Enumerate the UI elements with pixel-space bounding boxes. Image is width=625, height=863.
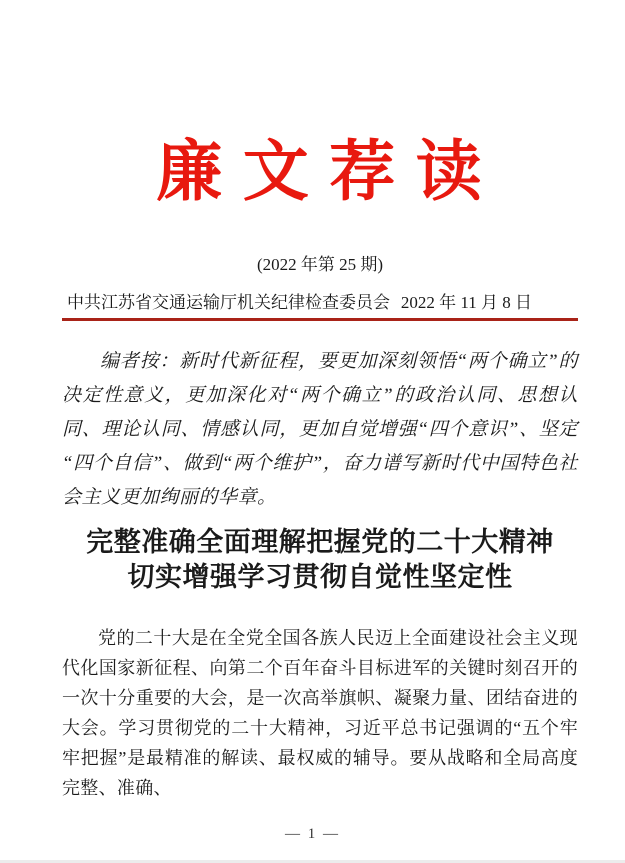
article-title-line-2: 切实增强学习贯彻自觉性坚定性 <box>127 562 513 592</box>
masthead-info-row <box>62 291 578 314</box>
masthead-title: 廉 文 荐 读 <box>156 136 484 209</box>
article-body-paragraph: 党的二十大是在全党全国各族人民迈上全面建设社会主义现代化国家新征程、向第二个百年奋斗目标进军的关键时刻召开的一次十分重要的大会，是一次高举旗帜、凝聚力量、团结奋进的大会。学习贯彻党的二十大精神，习近平总书记强调的“五个牢牢把握”是最精准的解读、最权威的辅导。要从战略和全局高度完整、准确、 <box>62 628 578 798</box>
article-title <box>62 525 578 595</box>
issue-number: (2022 年第 25 期) <box>256 255 384 274</box>
masthead-divider-rule <box>62 318 578 321</box>
publisher-name: 中共江苏省交通运输厅机关纪律检查委员会 <box>67 293 390 312</box>
article-title-line-1: 完整准确全面理解把握党的二十大精神 <box>86 527 554 557</box>
editors-note: 编者按：新时代新征程，要更加深刻领悟“两个确立”的决定性意义，更加深化对“两个确立”的政治认同、思想认同、理论认同、情感认同，更加自觉增强“四个意识”、坚定“四个自信”、做到“两个维护”，奋力谱写新时代中国特色社会主义更加绚丽的华章。 <box>62 351 578 508</box>
publish-date: 2022 年 11 月 8 日 <box>400 293 532 312</box>
page-number: — 1 — <box>285 826 340 842</box>
